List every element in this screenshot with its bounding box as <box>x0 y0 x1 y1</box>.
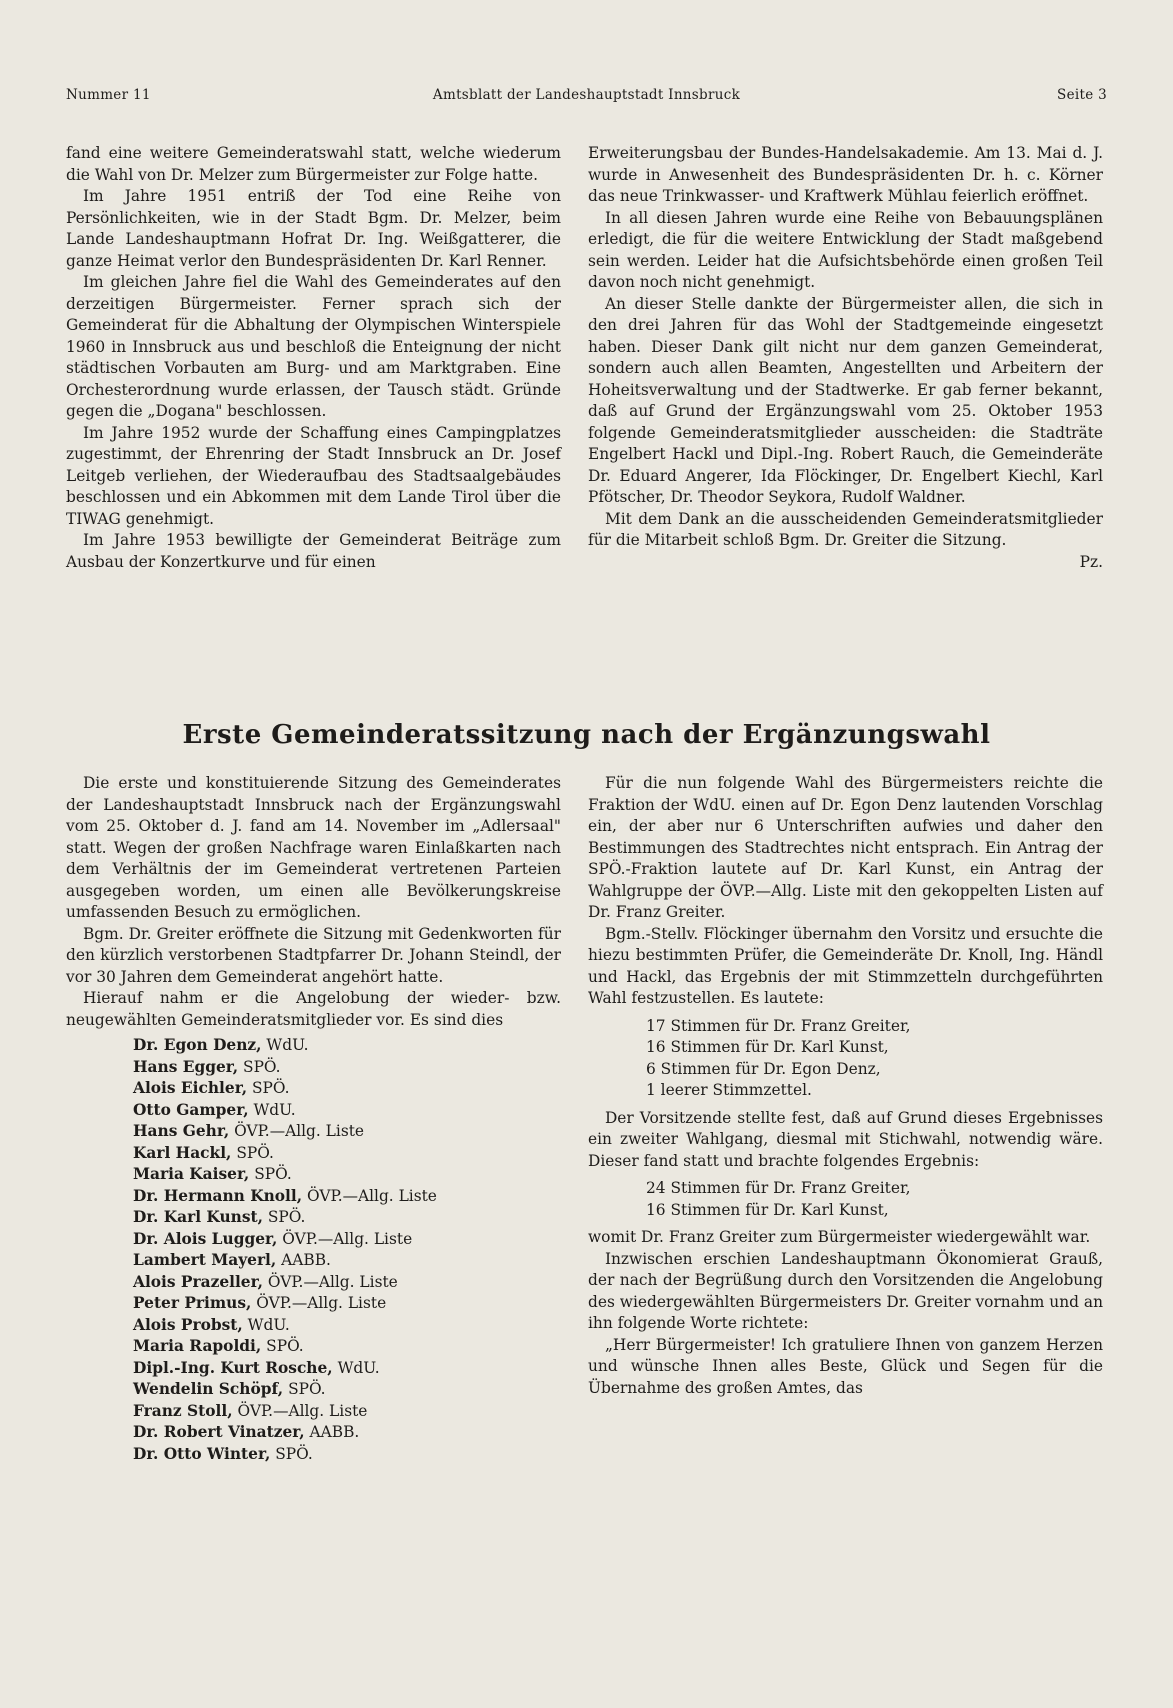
paragraph: Im gleichen Jahre fiel die Wahl des Gemeinderates auf den derzeitigen Bürgermeister. Ferner sprach sich der Gemeinderat für die Abhaltung der Olympischen Winterspiele 1960 in Innsbruck aus und beschloß die Enteignung der nicht städtischen Vorbauten am Burg- und am Marktgraben. Eine Orchesterordnung wurde erlassen, der Tausch städt. Gründe gegen die „Dogana" beschlossen. <box>66 273 561 420</box>
member-party: SPÖ. <box>267 1208 306 1226</box>
vote-result: 16 Stimmen für Dr. Karl Kunst, <box>646 1200 889 1219</box>
member-party: ÖVP.—Allg. Liste <box>237 1401 368 1420</box>
member-party: SPÖ. <box>251 1079 290 1097</box>
member-party: AABB. <box>281 1251 331 1269</box>
member-party: ÖVP.—Allg. Liste <box>307 1186 437 1205</box>
list-item <box>133 1358 561 1380</box>
first-ballot-results <box>588 1016 1103 1102</box>
list-item <box>133 1207 561 1229</box>
paragraph: Inzwischen erschien Landeshauptmann Ökonomierat Grauß, der nach der Begrüßung durch den Vorsitzenden die Angelobung des wiedergewählten Bürgermeisters Dr. Greiter vornahm und an ihn folgende Worte richtete: <box>588 1249 1103 1332</box>
member-list <box>66 1035 561 1465</box>
top-left-column <box>66 143 561 573</box>
paragraph: Hierauf nahm er die Angelobung der wieder- bzw. neugewählten Gemeinderatsmitglieder vor. Es sind dies <box>66 989 561 1029</box>
member-name: Hans Gehr, <box>133 1122 230 1140</box>
list-item <box>133 1229 561 1251</box>
member-party: SPÖ. <box>254 1165 292 1183</box>
list-item <box>133 1379 561 1401</box>
list-item <box>133 1272 561 1294</box>
member-party: AABB. <box>309 1423 360 1441</box>
issue-number: Nummer 11 <box>66 87 151 103</box>
page-number: Seite 3 <box>1057 87 1107 103</box>
member-name: Dr. Karl Kunst, <box>133 1208 263 1226</box>
member-party: SPÖ. <box>266 1337 304 1355</box>
author-signature: Pz. <box>1079 552 1103 571</box>
member-name: Dipl.-Ing. Kurt Rosche, <box>133 1358 333 1377</box>
list-item <box>133 1035 561 1057</box>
vote-result: 1 leerer Stimmzettel. <box>646 1081 812 1099</box>
member-name: Lambert Mayerl, <box>133 1251 277 1269</box>
member-party: ÖVP.—Allg. Liste <box>282 1229 413 1248</box>
list-item <box>133 1186 561 1208</box>
member-party: WdU. <box>247 1315 290 1334</box>
vote-result: 6 Stimmen für Dr. Egon Denz, <box>646 1059 881 1078</box>
member-name: Dr. Egon Denz, <box>133 1036 262 1054</box>
member-name: Alois Probst, <box>133 1315 243 1334</box>
member-party: WdU. <box>253 1100 296 1119</box>
member-name: Dr. Alois Lugger, <box>133 1229 278 1248</box>
vote-result: 24 Stimmen für Dr. Franz Greiter, <box>646 1179 911 1197</box>
paragraph: Erweiterungsbau der Bundes-Handelsakademie. Am 13. Mai d. J. wurde in Anwesenheit des Bundespräsidenten Dr. h. c. Körner das neue Trinkwasser- und Kraftwerk Mühlau feierlich eröffnet. <box>588 144 1103 205</box>
list-item <box>133 1121 561 1143</box>
vote-result: 17 Stimmen für Dr. Franz Greiter, <box>646 1016 911 1035</box>
member-name: Alois Prazeller, <box>133 1272 263 1291</box>
paragraph: Im Jahre 1951 entriß der Tod eine Reihe von Persönlichkeiten, wie in der Stadt Bgm. Dr. Melzer, beim Lande Landeshauptmann Hofrat Dr. Ing. Weißgatterer, die ganze Heimat verlor den Bundespräsidenten Dr. Karl Renner. <box>66 187 561 270</box>
paragraph: Der Vorsitzende stellte fest, daß auf Grund dieses Ergebnisses ein zweiter Wahlgang, diesmal mit Stichwahl, notwendig wäre. Dieser fand statt und brachte folgendes Ergebnis: <box>588 1108 1103 1170</box>
list-item <box>133 1293 561 1315</box>
list-item <box>133 1336 561 1358</box>
section-title: Erste Gemeinderatssitzung nach der Ergänzungswahl <box>182 720 991 750</box>
list-item <box>133 1078 561 1100</box>
member-party: SPÖ. <box>236 1143 274 1162</box>
member-name: Maria Kaiser, <box>133 1165 250 1183</box>
member-name: Dr. Hermann Knoll, <box>133 1186 303 1205</box>
paragraph: Im Jahre 1953 bewilligte der Gemeinderat Beiträge zum Ausbau der Konzertkurve und für einen <box>66 531 561 571</box>
member-party: WdU. <box>337 1358 380 1377</box>
vote-result: 16 Stimmen für Dr. Karl Kunst, <box>646 1038 889 1056</box>
paragraph: Die erste und konstituierende Sitzung des Gemeinderates der Landeshauptstadt Innsbruck nach der Ergänzungswahl vom 25. Oktober d. J. fand am 14. November im „Adlersaal" statt. Wegen der großen Nachfrage waren Einlaßkarten nach dem Verhältnis der im Gemeinderat vertretenen Parteien ausgegeben worden, um einen alle Bevölkerungskreise umfassenden Besuch zu ermöglichen. <box>66 774 561 921</box>
paragraph: Bgm. Dr. Greiter eröffnete die Sitzung mit Gedenkworten für den kürzlich verstorbenen Stadtpfarrer Dr. Johann Steindl, der vor 30 Jahren dem Gemeinderat angehört hatte. <box>66 924 561 986</box>
member-name: Maria Rapoldi, <box>133 1337 262 1355</box>
second-ballot-results <box>588 1178 1103 1221</box>
paragraph: „Herr Bürgermeister! Ich gratuliere Ihnen von ganzem Herzen und wünsche Ihnen alles Beste, Glück und Segen für die Übernahme des großen Amtes, das <box>588 1335 1103 1397</box>
paragraph: fand eine weitere Gemeinderatswahl statt, welche wiederum die Wahl von Dr. Melzer zum Bürgermeister zur Folge hatte. <box>66 144 561 184</box>
list-item <box>133 1444 561 1466</box>
paragraph: Bgm.-Stellv. Flöckinger übernahm den Vorsitz und ersuchte die hiezu bestimmten Prüfer, die Gemeinderäte Dr. Knoll, Ing. Händl und Hackl, das Ergebnis der mit Stimmzetteln durchgeführten Wahl festzustellen. Es lautete: <box>588 924 1103 1007</box>
member-name: Dr. Otto Winter, <box>133 1444 271 1463</box>
bottom-right-column <box>588 773 1103 1399</box>
list-item <box>133 1401 561 1423</box>
paragraph: Für die nun folgende Wahl des Bürgermeisters reichte die Fraktion der WdU. einen auf Dr. Egon Denz lautenden Vorschlag ein, der aber nur 6 Unterschriften aufwies und daher den Bestimmungen des Stadtrechtes nicht entsprach. Ein Antrag der SPÖ.-Fraktion lautete auf Dr. Karl Kunst, ein Antrag der Wahlgruppe der ÖVP.—Allg. Liste mit den gekoppelten Listen auf Dr. Franz Greiter. <box>588 774 1103 921</box>
paragraph: In all diesen Jahren wurde eine Reihe von Bebauungsplänen erledigt, die für die weitere Entwicklung der Stadt maßgebend sein werden. Leider hat die Aufsichtsbehörde einen großen Teil davon noch nicht genehmigt. <box>588 208 1103 291</box>
member-name: Dr. Robert Vinatzer, <box>133 1423 305 1441</box>
list-item <box>133 1164 561 1186</box>
member-party: ÖVP.—Allg. Liste <box>234 1122 365 1140</box>
list-item <box>133 1143 561 1165</box>
member-name: Wendelin Schöpf, <box>133 1380 284 1398</box>
member-party: SPÖ. <box>243 1057 281 1076</box>
member-name: Karl Hackl, <box>133 1143 232 1162</box>
member-party: SPÖ. <box>275 1444 313 1463</box>
list-item <box>133 1057 561 1079</box>
member-name: Otto Gamper, <box>133 1100 249 1119</box>
list-item <box>133 1100 561 1122</box>
list-item <box>133 1315 561 1337</box>
paragraph: Mit dem Dank an die ausscheidenden Gemeinderatsmitglieder für die Mitarbeit schloß Bgm. Dr. Greiter die Sitzung. <box>588 509 1103 549</box>
member-name: Peter Primus, <box>133 1294 252 1312</box>
member-name: Alois Eichler, <box>133 1079 248 1097</box>
publication-title: Amtsblatt der Landeshauptstadt Innsbruck <box>432 87 741 103</box>
top-right-column <box>588 143 1103 573</box>
member-name: Franz Stoll, <box>133 1401 233 1420</box>
bottom-left-column <box>66 773 561 1465</box>
paragraph: womit Dr. Franz Greiter zum Bürgermeister wiedergewählt war. <box>588 1228 1091 1246</box>
list-item <box>133 1422 561 1444</box>
list-item <box>133 1250 561 1272</box>
member-party: SPÖ. <box>288 1380 326 1398</box>
page-header <box>66 87 1107 107</box>
member-name: Hans Egger, <box>133 1057 239 1076</box>
paragraph: Im Jahre 1952 wurde der Schaffung eines Campingplatzes zugestimmt, der Ehrenring der Stadt Innsbruck an Dr. Josef Leitgeb verliehen, der Wiederaufbau des Stadtsaalgebäudes beschlossen und ein Abkommen mit dem Lande Tirol über die TIWAG genehmigt. <box>66 423 561 528</box>
paragraph: An dieser Stelle dankte der Bürgermeister allen, die sich in den drei Jahren für das Wohl der Stadtgemeinde eingesetzt haben. Dieser Dank gilt nicht nur dem ganzen Gemeinderat, sondern auch allen Beamten, Angestellten und Arbeitern der Hoheitsverwaltung und der Stadtwerke. Er gab ferner bekannt, daß auf Grund der Ergänzungswahl vom 25. Oktober 1953 folgende Gemeinderatsmitglieder ausscheiden: die Stadträte Engelbert Hackl und Dipl.-Ing. Robert Rauch, die Gemeinderäte Dr. Eduard Angerer, Ida Flöckinger, Dr. Engelbert Kiechl, Karl Pfötscher, Dr. Theodor Seykora, Rudolf Waldner. <box>588 294 1103 506</box>
member-party: ÖVP.—Allg. Liste <box>256 1294 387 1312</box>
member-party: ÖVP.—Allg. Liste <box>267 1272 398 1291</box>
member-party: WdU. <box>266 1036 309 1054</box>
